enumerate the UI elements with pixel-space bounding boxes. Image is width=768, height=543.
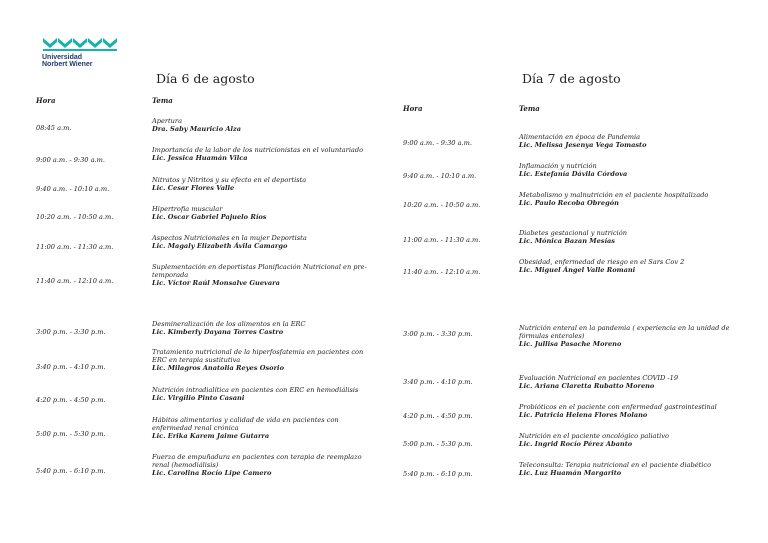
day1-session	[152, 320, 380, 336]
day2-time: 11:40 a.m. - 12:10 a.m.	[403, 268, 481, 276]
session-topic: Inflamación y nutrición	[519, 162, 597, 170]
day2-session	[519, 324, 753, 349]
day2-tema-header: Tema	[519, 104, 540, 113]
session-speaker: Lic. Kimberly Dayana Torres Castro	[152, 328, 284, 337]
day2-time: 9:40 a.m. - 10:10 a.m.	[403, 172, 477, 180]
day2-time: 11:00 a.m. - 11:30 a.m.	[403, 236, 481, 244]
session-speaker: Lic. Víctor Raúl Monsalve Guevara	[152, 279, 280, 288]
day2-time: 3:00 p.m. - 3:30 p.m.	[403, 330, 473, 338]
day1-tema-header: Tema	[152, 96, 173, 105]
day2-session	[519, 461, 749, 477]
day2-session	[519, 432, 749, 448]
session-topic: Desmineralización de los alimentos en la ERC	[152, 320, 306, 328]
session-topic: Hipertrofia muscular	[152, 205, 223, 213]
session-topic: Obesidad, enfermedad de riesgo en el Sars Cov 2	[519, 258, 685, 266]
session-speaker: Lic. Paulo Recoba Obregón	[519, 199, 619, 208]
day2-session	[519, 133, 749, 149]
logo-line-2: Norbert Wiener	[42, 61, 93, 68]
session-speaker: Lic. Patricia Helena Flores Molano	[519, 411, 648, 420]
day1-time: 9:00 a.m. - 9:30 a.m.	[36, 156, 105, 164]
session-speaker: Lic. Carolina Rocío Lipe Camero	[152, 469, 272, 478]
day1-time: 5:40 p.m. - 6:10 p.m.	[36, 467, 106, 475]
day1-session	[152, 386, 380, 402]
session-topic: Aspectos Nutricionales en la mujer Deportista	[152, 234, 307, 242]
day1-session	[152, 453, 380, 478]
university-logo	[42, 36, 132, 68]
session-speaker: Lic. Jessica Huamán Vilca	[152, 154, 248, 163]
day2-session	[519, 191, 749, 207]
day1-session	[152, 416, 380, 441]
session-topic: Fuerza de empuñadura en pacientes con terapia de reemplazo renal (hemodiálisis)	[152, 453, 362, 470]
book-wings-icon	[42, 36, 118, 52]
day1-time: 08:45 a.m.	[36, 124, 72, 132]
session-topic: Metabolismo y malnutrición en el paciente hospitalizado	[519, 191, 709, 199]
day2-time: 5:00 p.m. - 5:30 p.m.	[403, 440, 473, 448]
day1-session	[152, 234, 380, 250]
session-speaker: Lic. Erika Karem Jaime Gutarra	[152, 432, 270, 441]
day1-session	[152, 263, 380, 288]
day2-session	[519, 374, 749, 390]
day1-session	[152, 348, 380, 373]
day1-time: 11:40 a.m. - 12:10 a.m.	[36, 277, 114, 285]
session-topic: Diabetes gestacional y nutrición	[519, 229, 627, 237]
session-speaker: Lic. Ingrid Rocío Pérez Abanto	[519, 440, 633, 449]
day2-time: 5:40 p.m. - 6:10 p.m.	[403, 470, 473, 478]
day1-time: 3:00 p.m. - 3:30 p.m.	[36, 328, 106, 336]
session-topic: Probióticos en el paciente con enfermedad gastrointestinal	[519, 403, 717, 411]
day1-session	[152, 176, 380, 192]
session-topic: Teleconsulta: Terapia nutricional en el paciente diabético	[519, 461, 712, 469]
day1-time: 5:00 p.m. - 5:30 p.m.	[36, 430, 106, 438]
day2-time: 10:20 a.m. - 10:50 a.m.	[403, 201, 481, 209]
session-topic: Evaluación Nutricional en pacientes COVID -19	[519, 374, 679, 382]
session-topic: Apertura	[152, 117, 183, 125]
session-speaker: Lic. Ariana Claretta Rubatto Moreno	[519, 382, 655, 391]
session-speaker: Lic. Jullisa Pasache Moreno	[519, 340, 622, 349]
day2-session	[519, 403, 749, 419]
session-topic: Tratamiento nutricional de la hiperfosfatemia en pacientes con ERC en terapia sustitutiva	[152, 348, 364, 365]
session-speaker: Lic. Oscar Gabriel Pajuelo Ríos	[152, 213, 267, 222]
session-topic: Suplementación en deportistas Planificación Nutricional en pre-temporada	[152, 263, 367, 280]
day2-session	[519, 162, 749, 178]
day1-session	[152, 205, 380, 221]
session-topic: Alimentación en época de Pandemia	[519, 133, 641, 141]
session-topic: Importancia de la labor de los nutricionistas en el voluntariado	[152, 146, 364, 154]
day1-session	[152, 117, 380, 133]
day2-session	[519, 258, 749, 274]
session-topic: Hábitos alimentarios y calidad de vida en pacientes con enfermedad renal crónica	[152, 416, 339, 433]
session-speaker: Dra. Saby Mauricio Alza	[152, 125, 242, 134]
session-speaker: Lic. Luz Huamán Margarito	[519, 469, 622, 478]
day2-session	[519, 229, 749, 245]
day2-title: Día 7 de agosto	[522, 71, 621, 86]
session-speaker: Lic. Estefanía Dávila Córdova	[519, 170, 628, 179]
day1-hora-header: Hora	[36, 96, 56, 105]
day1-session	[152, 146, 380, 162]
logo-line-1: Universidad	[42, 54, 83, 61]
day1-time: 9:40 a.m. - 10:10 a.m.	[36, 185, 110, 193]
day2-time: 9:00 a.m. - 9:30 a.m.	[403, 139, 472, 147]
session-speaker: Lic. Virgilio Pinto Casani	[152, 394, 245, 403]
session-speaker: Lic. Miguel Ángel Valle Romani	[519, 266, 636, 275]
session-speaker: Lic. Magaly Elizabeth Ávila Camargo	[152, 242, 288, 251]
day1-time: 4:20 p.m. - 4:50 p.m.	[36, 396, 106, 404]
day2-hora-header: Hora	[403, 104, 423, 113]
day1-time: 3:40 p.m. - 4:10 p.m.	[36, 363, 106, 371]
session-topic: Nutrición intradialítica en pacientes con ERC en hemodiálisis	[152, 386, 359, 394]
day1-time: 10:20 a.m. - 10:50 a.m.	[36, 213, 114, 221]
session-speaker: Lic. Milagros Anatolia Reyes Osorio	[152, 364, 284, 373]
session-speaker: Lic. Cesar Flores Valle	[152, 184, 235, 193]
session-speaker: Lic. Melissa Jesenya Vega Tomasto	[519, 141, 647, 150]
day1-time: 11:00 a.m. - 11:30 a.m.	[36, 243, 114, 251]
session-topic: Nitratos y Nitritos y su efecto en el deportista	[152, 176, 307, 184]
session-topic: Nutrición enteral en la pandemia ( experiencia en la unidad de fórmulas enterales)	[519, 324, 730, 341]
session-speaker: Lic. Mónica Bazan Mesías	[519, 237, 615, 246]
session-topic: Nutrición en el paciente oncológico paliativo	[519, 432, 669, 440]
day2-time: 4:20 p.m. - 4:50 p.m.	[403, 412, 473, 420]
day1-title: Día 6 de agosto	[156, 71, 255, 86]
day2-time: 3:40 p.m. - 4:10 p.m.	[403, 378, 473, 386]
